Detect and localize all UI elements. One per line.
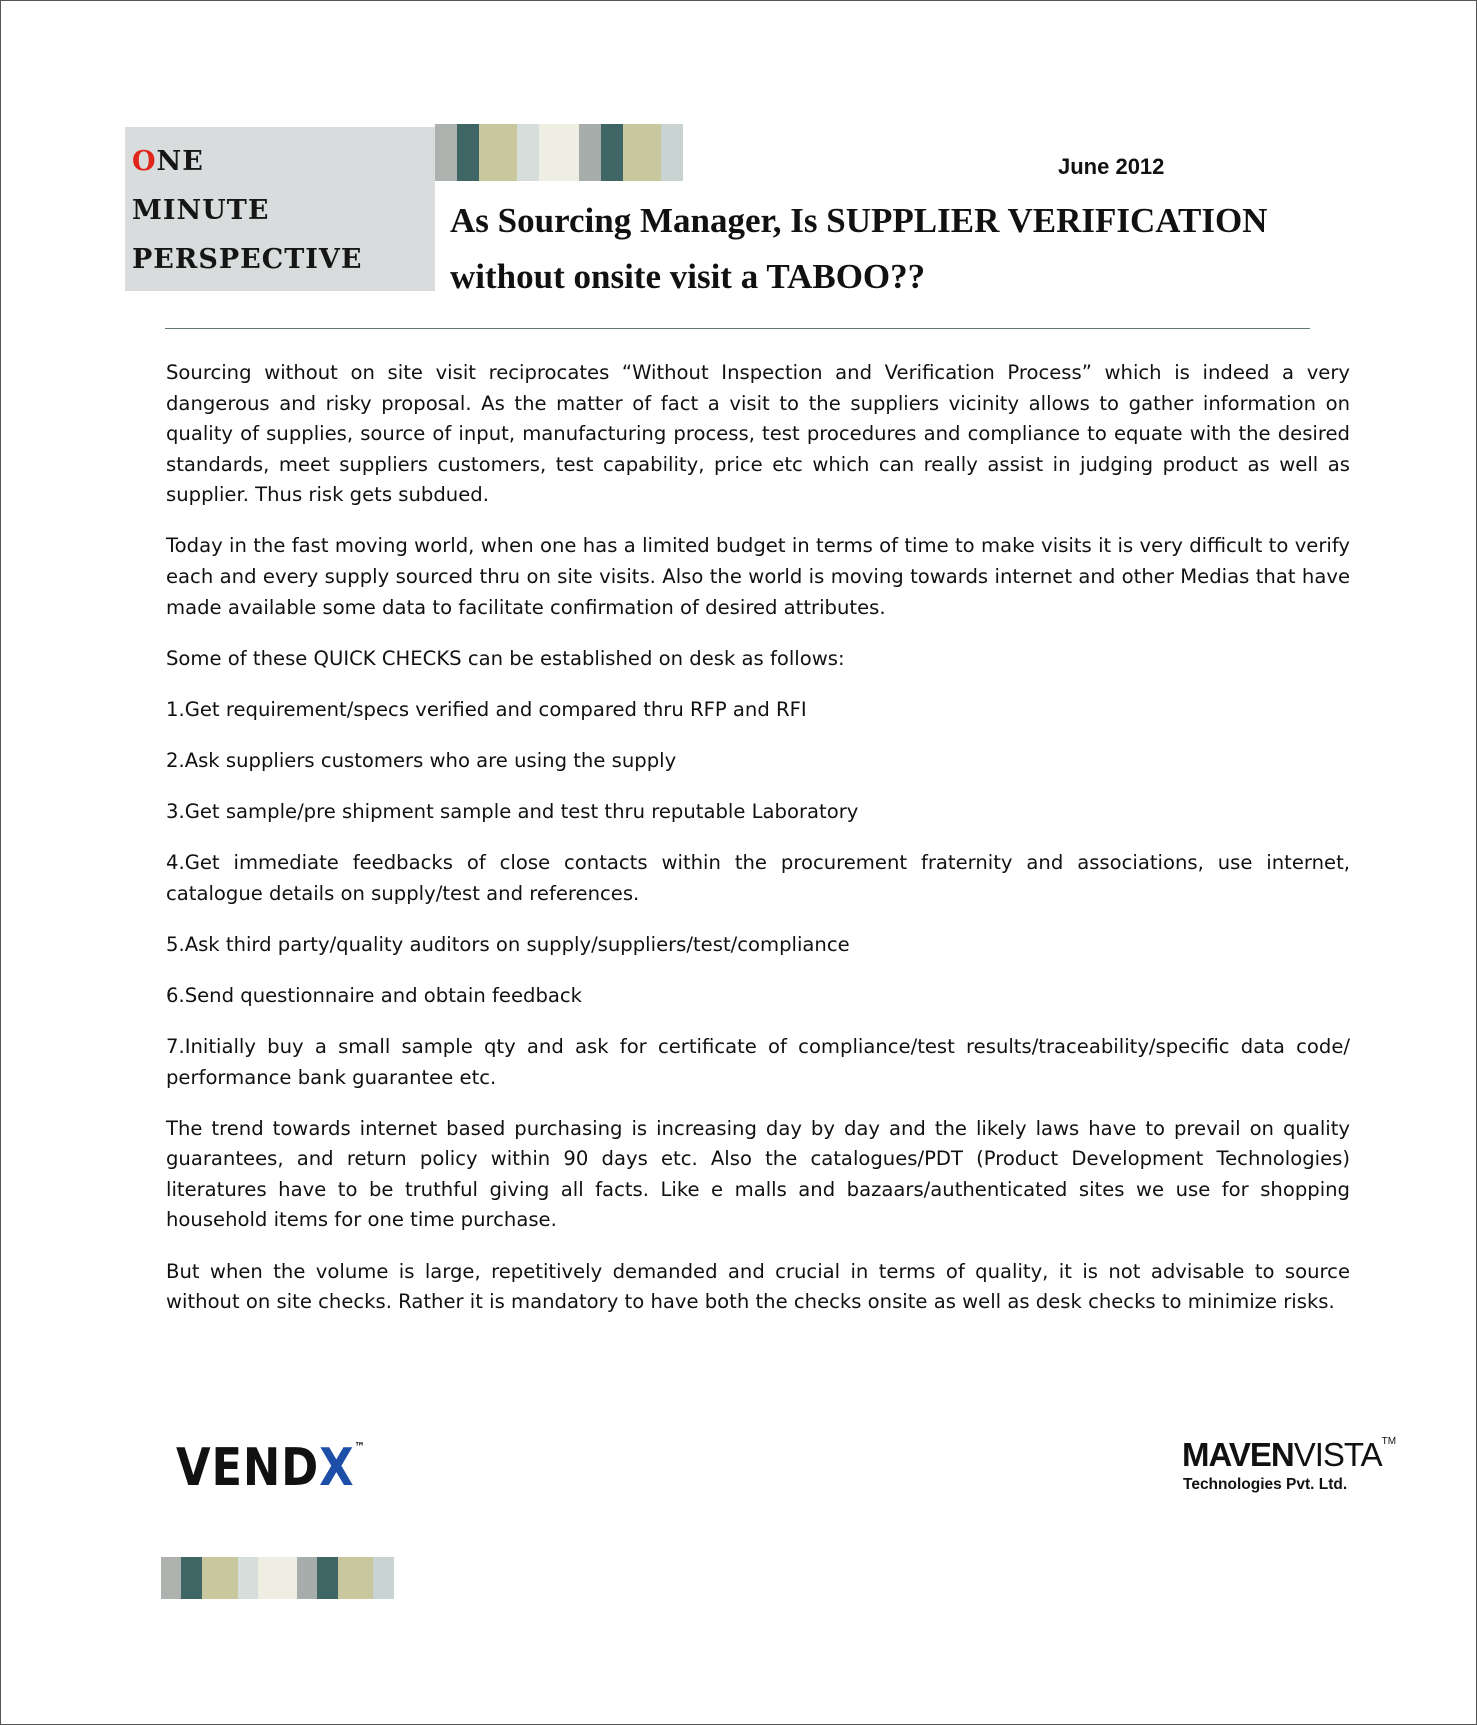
paragraph: Sourcing without on site visit reciprocates “Without Inspection and Verification Process” which is indeed a very dangerous and risky proposal. As the matter of fact a visit to the suppliers vicinity allows to gather information on quality of supplies, source of input, manufacturing process, test procedures and compliance to equate with the desired standards, meet suppliers customers, test capability, price etc which can really assist in judging product as well as supplier. Thus risk gets subdued.: [166, 361, 1350, 507]
page-title: [450, 193, 1410, 305]
issue-date: June 2012: [1058, 154, 1165, 179]
stripe: [238, 1557, 258, 1599]
mavenvista-tagline: Technologies Pvt. Ltd.: [1183, 1476, 1348, 1493]
stripe: [181, 1557, 201, 1599]
check-item: 5.Ask third party/quality auditors on supply/suppliers/test/compliance: [166, 932, 850, 956]
article-body: [166, 358, 1350, 1338]
stripe: [517, 124, 539, 181]
vendx-logo: VENDX™: [176, 1438, 365, 1498]
check-item: 1.Get requirement/specs verified and compared thru RFP and RFI: [166, 697, 807, 721]
stripe: [435, 124, 457, 181]
series-title-line-3: PERSPECTIVE: [132, 244, 363, 275]
stripe: [258, 1557, 296, 1599]
check-item: 4.Get immediate feedbacks of close contacts within the procurement fraternity and associations, use internet, catalogue details on supply/test and references.: [166, 851, 1350, 905]
mavenvista-logo: MAVENVISTA™ Technologies Pvt. Ltd.: [1182, 1436, 1397, 1493]
stripe: [479, 124, 517, 181]
series-title-line-2: MINUTE: [132, 195, 270, 226]
decorative-stripes-top: [435, 124, 683, 181]
paragraph: Today in the fast moving world, when one has a limited budget in terms of time to make visits it is very difficult to verify each and every supply sourced thru on site visits. Also the world is moving towards internet and other Medias that have made available some data to facilitate confirmation of desired attributes.: [166, 534, 1350, 619]
check-item: 3.Get sample/pre shipment sample and test thru reputable Laboratory: [166, 800, 859, 824]
stripe: [579, 124, 601, 181]
header-divider: [165, 328, 1310, 329]
series-title-line-1: ONE: [132, 146, 204, 177]
paragraph: But when the volume is large, repetitively demanded and crucial in terms of quality, it is not advisable to source without on site checks. Rather it is mandatory to have both the checks onsite as well as desk checks to minimize risks.: [166, 1259, 1350, 1314]
stripe: [539, 124, 580, 181]
check-item: 2.Ask suppliers customers who are using the supply: [166, 748, 677, 772]
stripe: [338, 1557, 374, 1599]
stripe: [457, 124, 479, 181]
page-title-line-2: without onsite visit a TABOO??: [450, 257, 926, 296]
stripe: [661, 124, 683, 181]
check-item: 6.Send questionnaire and obtain feedback: [166, 983, 583, 1007]
check-item: 7.Initially buy a small sample qty and ask for certificate of compliance/test results/traceability/specific data code/ performance bank guarantee etc.: [166, 1035, 1350, 1089]
paragraph: Some of these QUICK CHECKS can be established on desk as follows:: [166, 646, 845, 670]
page-title-line-1: As Sourcing Manager, Is SUPPLIER VERIFICATION: [450, 201, 1268, 240]
stripe: [317, 1557, 337, 1599]
stripe: [601, 124, 623, 181]
paragraph: The trend towards internet based purchasing is increasing day by day and the likely laws have to prevail on quality guarantees, and return policy within 90 days etc. Also the catalogues/PDT (Product Development Technologies) literatures have to be truthful giving all facts. Like e malls and bazaars/authenticated sites we use for shopping household items for one time purchase.: [166, 1116, 1350, 1232]
stripe: [161, 1557, 181, 1599]
stripe: [202, 1557, 238, 1599]
stripe: [373, 1557, 393, 1599]
stripe: [623, 124, 661, 181]
decorative-stripes-bottom: [161, 1557, 394, 1599]
stripe: [297, 1557, 317, 1599]
